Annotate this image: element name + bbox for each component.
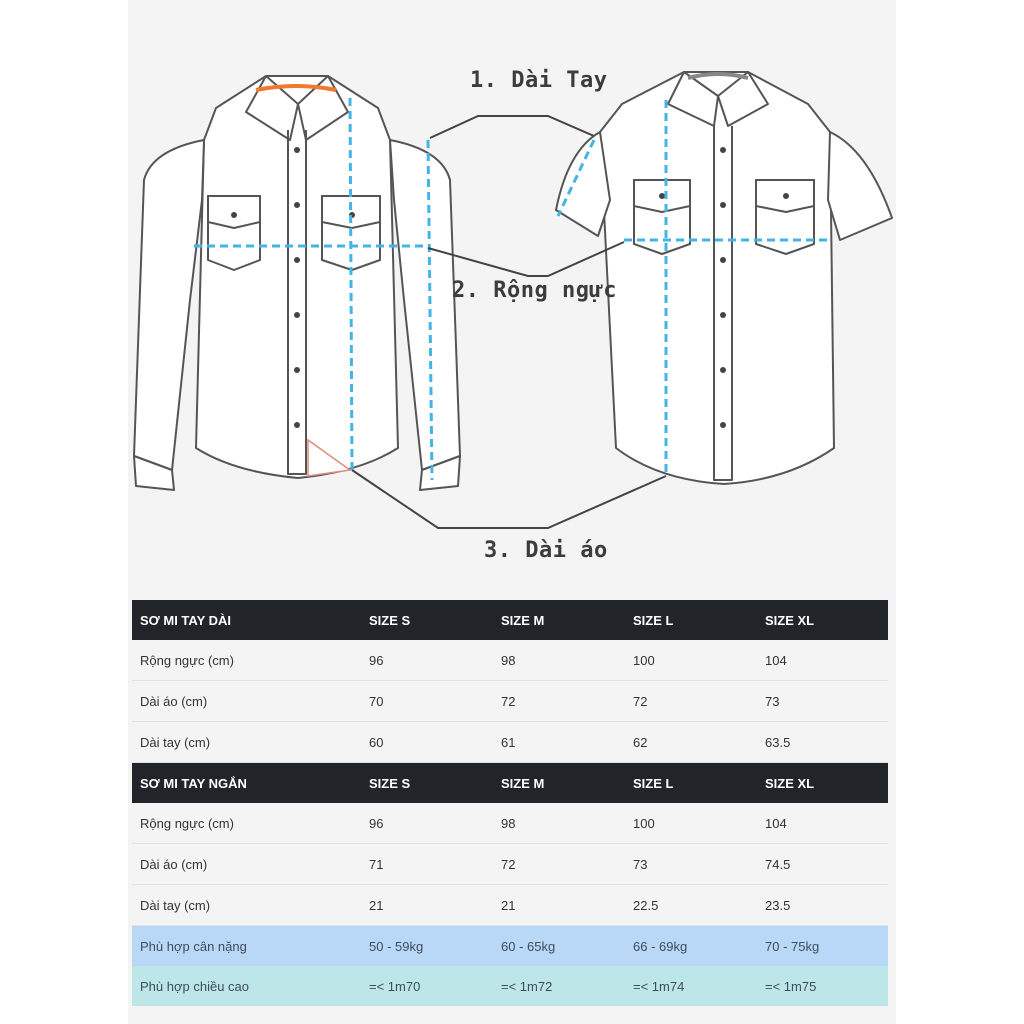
table-cell: 74.5 <box>757 844 888 885</box>
table-cell: 23.5 <box>757 885 888 926</box>
table-cell: 96 <box>361 803 493 844</box>
table-cell: 98 <box>493 640 625 681</box>
table-cell: 100 <box>625 640 757 681</box>
table-cell: 63.5 <box>757 722 888 763</box>
table-row <box>132 844 888 885</box>
header-cell: SIZE L <box>625 600 757 640</box>
table-cell: 50 - 59kg <box>361 926 493 967</box>
table-cell: 61 <box>493 722 625 763</box>
table-cell: 104 <box>757 803 888 844</box>
table-cell: 73 <box>757 681 888 722</box>
table-row <box>132 681 888 722</box>
label-shirt-length: 3. Dài áo <box>484 538 608 563</box>
table-row <box>132 640 888 681</box>
header-cell: SIZE M <box>493 600 625 640</box>
header-cell: SIZE M <box>493 763 625 804</box>
short-sleeve-header-row <box>132 763 888 804</box>
header-cell: SƠ MI TAY DÀI <box>132 600 361 640</box>
row-label: Phù hợp cân nặng <box>132 926 361 967</box>
table-cell: 72 <box>625 681 757 722</box>
table-cell: 98 <box>493 803 625 844</box>
header-cell: SIZE L <box>625 763 757 804</box>
table-cell: 96 <box>361 640 493 681</box>
row-label: Rộng ngực (cm) <box>132 640 361 681</box>
table-row <box>132 803 888 844</box>
row-label: Dài áo (cm) <box>132 681 361 722</box>
fit-height-row <box>132 966 888 1006</box>
fit-weight-row <box>132 926 888 967</box>
table-cell: =< 1m75 <box>757 966 888 1006</box>
row-label: Phù hợp chiều cao <box>132 966 361 1006</box>
header-cell: SIZE XL <box>757 600 888 640</box>
row-label: Dài tay (cm) <box>132 722 361 763</box>
label-chest-width: 2. Rộng ngực <box>452 278 617 303</box>
long-sleeve-header-row <box>132 600 888 640</box>
table-cell: 60 <box>361 722 493 763</box>
table-cell: 60 - 65kg <box>493 926 625 967</box>
table-cell: 70 - 75kg <box>757 926 888 967</box>
table-cell: 62 <box>625 722 757 763</box>
size-chart-table <box>132 600 888 1006</box>
table-cell: 73 <box>625 844 757 885</box>
table-cell: =< 1m72 <box>493 966 625 1006</box>
table-cell: 21 <box>361 885 493 926</box>
table-cell: =< 1m74 <box>625 966 757 1006</box>
table-cell: 72 <box>493 681 625 722</box>
header-cell: SƠ MI TAY NGẮN <box>132 763 361 804</box>
header-cell: SIZE S <box>361 763 493 804</box>
table-cell: 70 <box>361 681 493 722</box>
table-cell: 72 <box>493 844 625 885</box>
table-row <box>132 885 888 926</box>
label-sleeve-length: 1. Dài Tay <box>470 68 608 93</box>
table-cell: 100 <box>625 803 757 844</box>
table-cell: 66 - 69kg <box>625 926 757 967</box>
header-cell: SIZE S <box>361 600 493 640</box>
table-cell: =< 1m70 <box>361 966 493 1006</box>
header-cell: SIZE XL <box>757 763 888 804</box>
table-cell: 71 <box>361 844 493 885</box>
table-cell: 22.5 <box>625 885 757 926</box>
row-label: Dài tay (cm) <box>132 885 361 926</box>
table-cell: 104 <box>757 640 888 681</box>
row-label: Rộng ngực (cm) <box>132 803 361 844</box>
row-label: Dài áo (cm) <box>132 844 361 885</box>
table-row <box>132 722 888 763</box>
table-cell: 21 <box>493 885 625 926</box>
